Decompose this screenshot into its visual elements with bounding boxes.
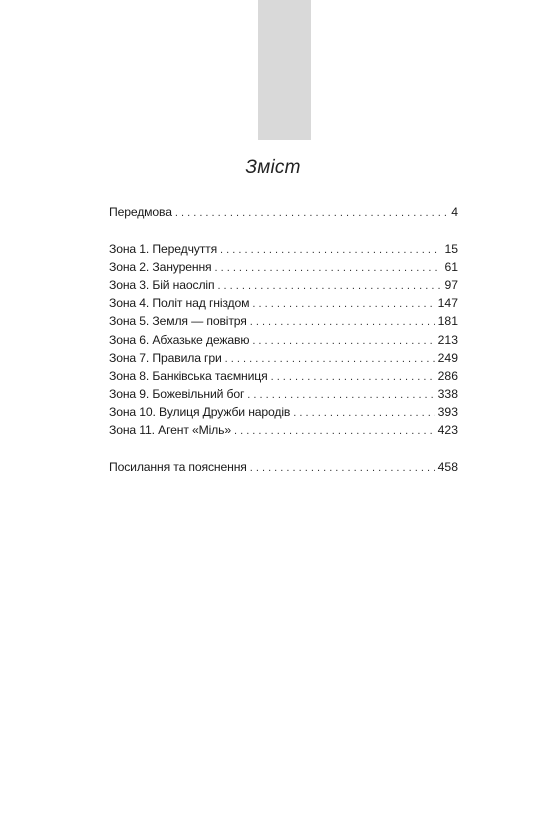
dot-leader (220, 241, 441, 259)
toc-entry-page: 423 (437, 423, 458, 438)
dot-leader (225, 350, 435, 368)
toc-entry-foreword[interactable] (109, 203, 458, 221)
dot-leader (214, 259, 441, 277)
toc-entry-page: 15 (444, 242, 458, 257)
toc-entry-page: 338 (437, 386, 458, 401)
toc-entry-page: 147 (437, 296, 458, 311)
toc-entry-label: Зона 11. Агент «Міль» (109, 423, 231, 438)
toc-entry-page: 213 (437, 332, 458, 347)
dot-leader (271, 368, 435, 386)
toc-entry-zone-11[interactable] (109, 421, 458, 439)
toc-entry-label: Зона 3. Бій наосліп (109, 278, 215, 293)
dot-leader (252, 295, 434, 313)
toc-entry-page: 393 (437, 404, 458, 419)
toc-entry-zone-10[interactable] (109, 403, 458, 421)
toc-entry-label: Посилання та пояснення (109, 460, 247, 475)
toc-entry-zone-5[interactable] (109, 312, 458, 330)
toc-entry-label: Зона 5. Земля — повітря (109, 314, 247, 329)
dot-leader (250, 459, 435, 477)
dot-leader (175, 204, 448, 222)
toc-entry-label: Зона 2. Занурення (109, 260, 212, 275)
toc-entry-zone-2[interactable] (109, 258, 458, 276)
toc-entry-zone-4[interactable] (109, 294, 458, 312)
toc-entry-zone-7[interactable] (109, 349, 458, 367)
toc-entry-label: Передмова (109, 205, 172, 219)
decorative-tab-block (258, 0, 311, 140)
toc-entry-label: Зона 4. Політ над гніздом (109, 296, 250, 311)
toc-entry-page: 4 (451, 205, 458, 219)
toc-title: Зміст (245, 157, 301, 178)
toc-entry-label: Зона 10. Вулиця Дружби народів (109, 404, 291, 419)
section-gap (109, 439, 458, 458)
dot-leader (250, 313, 435, 331)
dot-leader (252, 332, 434, 350)
dot-leader (293, 404, 434, 422)
toc-entry-page: 458 (437, 460, 458, 475)
toc-entry-label: Зона 7. Правила гри (109, 350, 222, 365)
toc-entry-zone-3[interactable] (109, 276, 458, 294)
toc-entry-page: 249 (437, 350, 458, 365)
table-of-contents (109, 203, 458, 476)
dot-leader (234, 422, 435, 440)
toc-entry-label: Зона 8. Банківська таємниця (109, 368, 268, 383)
toc-entry-zone-8[interactable] (109, 367, 458, 385)
toc-entry-zone-9[interactable] (109, 385, 458, 403)
toc-entry-page: 286 (437, 368, 458, 383)
toc-entry-label: Зона 1. Передчуття (109, 242, 218, 257)
section-gap (109, 221, 458, 240)
toc-entry-page: 181 (437, 314, 458, 329)
toc-entry-page: 61 (444, 260, 458, 275)
toc-entry-page: 97 (444, 278, 458, 293)
toc-entry-label: Зона 9. Божевільний бог (109, 386, 245, 401)
dot-leader (247, 386, 434, 404)
toc-entry-notes[interactable] (109, 458, 458, 476)
toc-entry-label: Зона 6. Абхазьке дежавю (109, 332, 250, 347)
toc-entry-zone-1[interactable] (109, 240, 458, 258)
dot-leader (217, 277, 441, 295)
toc-entry-zone-6[interactable] (109, 331, 458, 349)
